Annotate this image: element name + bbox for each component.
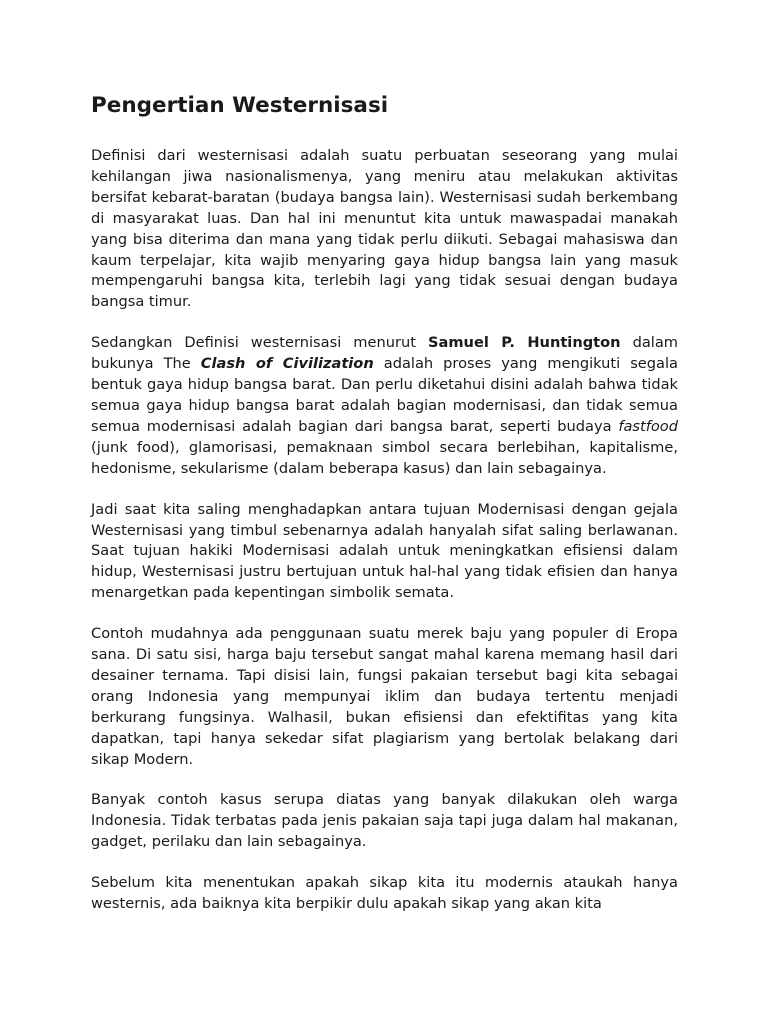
- paragraph-definition: Definisi dari westernisasi adalah suatu perbuatan seseorang yang mulai kehilangan jiwa nasionalismenya, yang meniru atau melakukan aktivitas bersifat kebarat-baratan (budaya bangsa lain). Westernisasi sudah berkembang di masyarakat luas. Dan hal ini menuntut kita untuk mawaspadai manakah yang bisa diterima dan mana yang tidak perlu diikuti. Sebagai mahasiswa dan kaum terpelajar, kita wajib menyaring gaya hidup bangsa lain yang masuk mempengaruhi bangsa kita, terlebih lagi yang tidak sesuai dengan budaya bangsa timur.: [91, 147, 678, 311]
- paragraph-text: (junk food), glamorisasi, pemaknaan simbol secara berlebihan, kapitalisme, hedonisme, sekularisme (dalam beberapa kasus) dan lain sebagainya.: [91, 438, 678, 477]
- paragraph-contoh: Contoh mudahnya ada penggunaan suatu merek baju yang populer di Eropa sana. Di satu sisi, harga baju tersebut sangat mahal karena memang hasil dari desainer ternama. Tapi disisi lain, fungsi pakaian tersebut bagi kita sebagai orang Indonesia yang mempunyai iklim dan budaya tertentu menjadi berkurang fungsinya. Walhasil, bukan efisiensi dan efektifitas yang kita dapatkan, tapi hanya sekedar sifat plagiarism yang bertolak belakang dari sikap Modern.: [91, 625, 678, 768]
- paragraph-text: adalah proses yang mengikuti segala bentuk gaya hidup bangsa barat. Dan perlu diketahui disini adalah bahwa tidak semua gaya hidup bangsa barat adalah bagian modernisasi, dan tidak semua semua modernisasi adalah bagian dari bangsa barat, seperti budaya: [91, 355, 678, 435]
- paragraph-sebelum: Sebelum kita menentukan apakah sikap kita itu modernis ataukah hanya westernis, ada baiknya kita berpikir dulu apakah sikap yang akan kita: [91, 874, 678, 913]
- author-name: Samuel P. Huntington: [427, 334, 621, 352]
- document-title: Pengertian Westernisasi: [91, 93, 389, 118]
- paragraph-banyak-contoh: Banyak contoh kasus serupa diatas yang banyak dilakukan oleh warga Indonesia. Tidak terbatas pada jenis pakaian saja tapi juga dalam hal makanan, gadget, perilaku dan lain sebagainya.: [91, 791, 678, 851]
- paragraph-text: Sedangkan Definisi westernisasi menurut: [91, 334, 428, 352]
- document-body: [91, 90, 678, 935]
- paragraph-huntington: [91, 333, 678, 479]
- paragraph-modernisasi: Jadi saat kita saling menghadapkan antara tujuan Modernisasi dengan gejala Westernisasi yang timbul sebenarnya adalah hanyalah sifat saling berlawanan. Saat tujuan hakiki Modernisasi adalah untuk meningkatkan efisiensi dalam hidup, Westernisasi justru bertujuan untuk hal-hal yang tidak efisien dan hanya menargetkan pada kepentingan simbolik semata.: [91, 500, 678, 602]
- book-title: Clash of Civilization: [200, 355, 374, 373]
- paragraph-text: dalam bukunya The: [91, 334, 678, 373]
- italic-term: fastfood: [618, 417, 678, 435]
